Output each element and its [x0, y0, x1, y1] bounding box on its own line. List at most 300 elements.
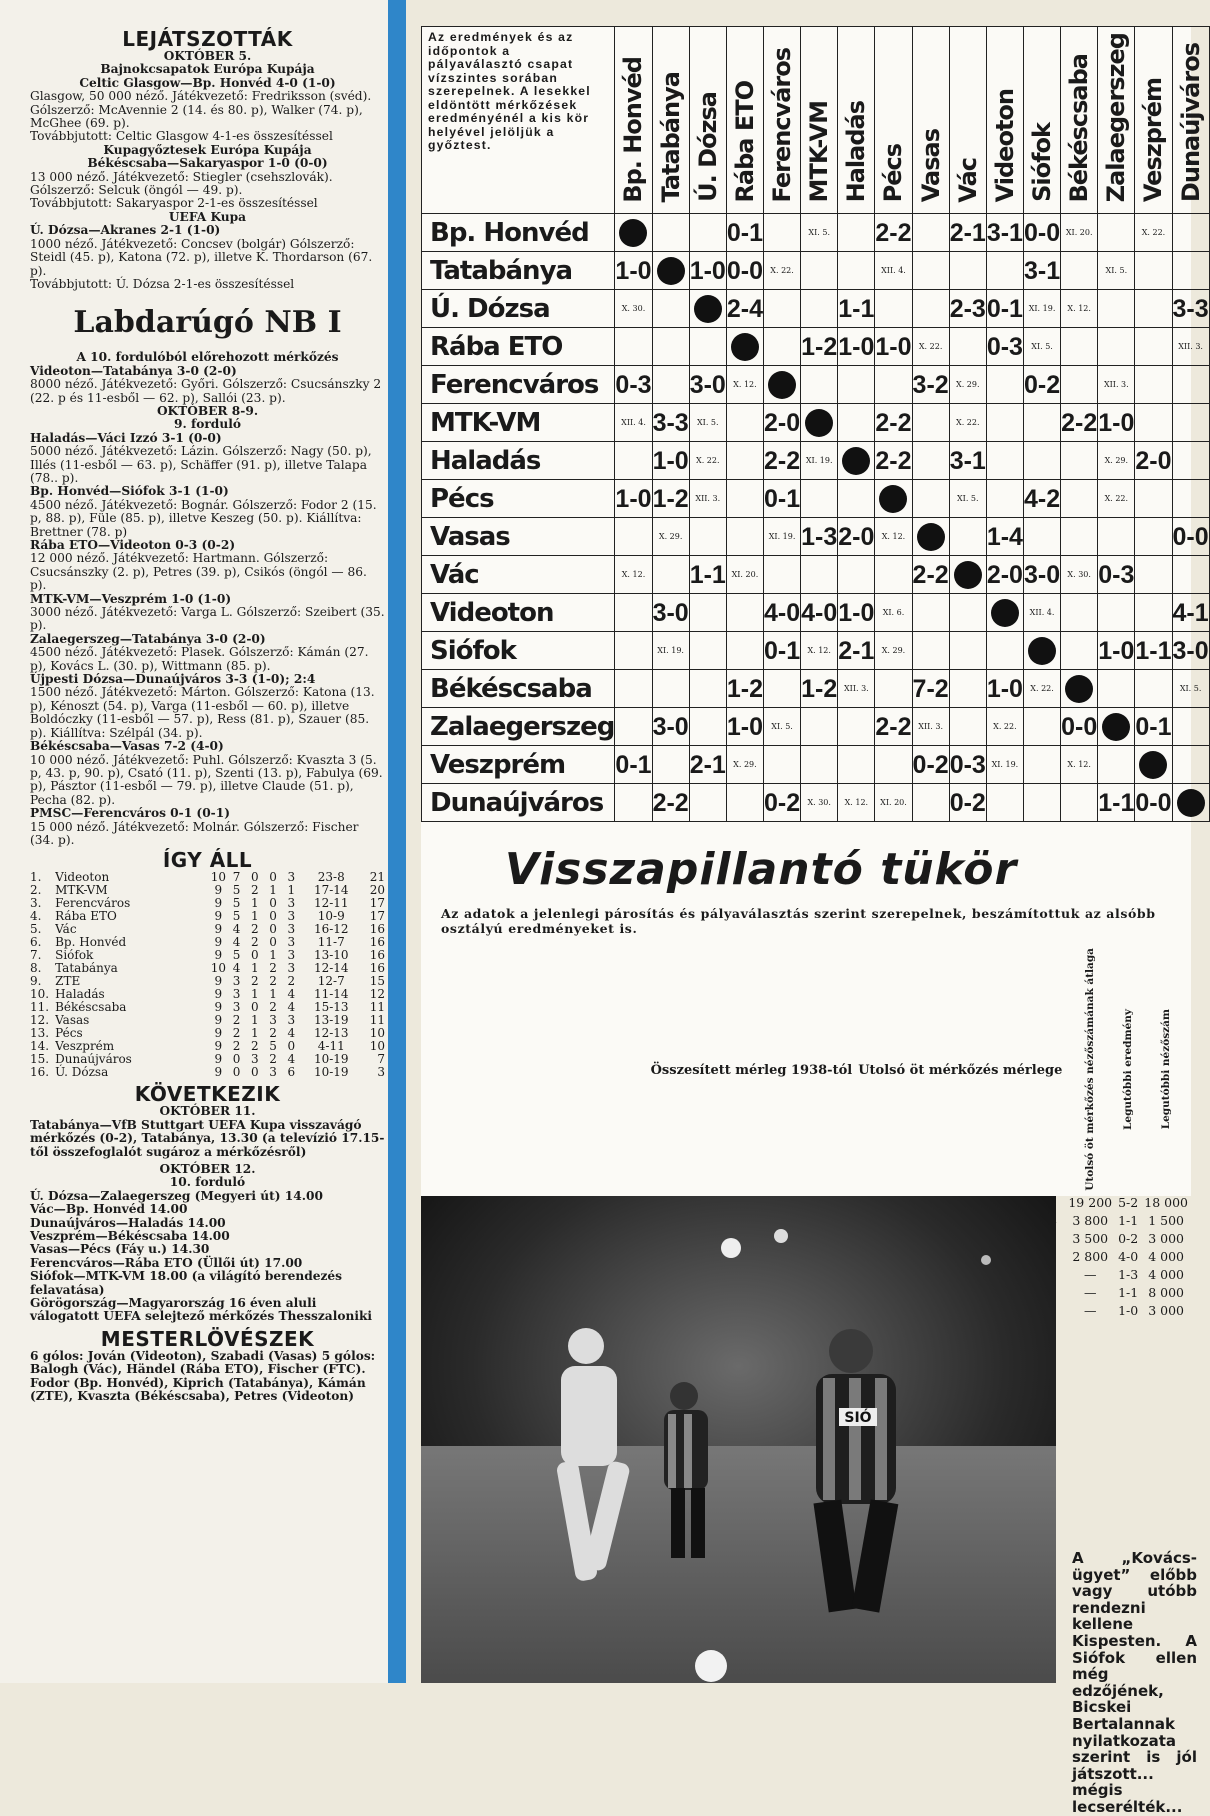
- grid-cell: [1061, 594, 1098, 632]
- grid-column-team: Zalaegerszeg: [1102, 33, 1131, 203]
- match-text: 4500 néző. Játékvezető: Bognár. Gólszerző: Fodor 2 (15. p, 88. p), Füle (85. p), illetve Keszeg (50. p). Kiállítva: Brettner (78. p): [30, 497, 377, 539]
- standings-cell: 11: [369, 1000, 385, 1015]
- grid-cell: 1-4: [986, 518, 1023, 556]
- grid-cell: 1-0: [615, 480, 652, 518]
- grid-diagonal-cell: [1172, 784, 1209, 822]
- grid-cell: 1-2: [801, 328, 838, 366]
- black-disc-icon: [619, 219, 647, 247]
- grid-cell: X. 22.: [1098, 480, 1135, 518]
- standings-cell: 9: [214, 1065, 223, 1080]
- grid-cell: [615, 784, 652, 822]
- scorers-heading: MESTERLÖVÉSZEK: [100, 1326, 315, 1351]
- grid-row-team: Pécs: [422, 480, 615, 518]
- grid-cell: [1098, 214, 1135, 252]
- fixture-line: Veszprém—Békéscsaba 14.00: [30, 1229, 230, 1243]
- grid-cell: [1061, 784, 1098, 822]
- standings-cell: 10: [210, 870, 226, 885]
- grid-column-header: [652, 27, 689, 214]
- grid-cell: [1098, 746, 1135, 784]
- standings-cell: 9: [214, 987, 223, 1002]
- bek-match: Celtic Glasgow—Bp. Honvéd 4-0 (1-0): [79, 75, 336, 90]
- grid-cell: [689, 518, 726, 556]
- round9-label: 9. forduló: [174, 417, 241, 432]
- kek-match: Békéscsaba—Sakaryaspor 1-0 (0-0): [87, 156, 328, 171]
- grid-cell: [652, 214, 689, 252]
- grid-cell: XII. 3.: [1098, 366, 1135, 404]
- grid-column-team: Siófok: [1028, 123, 1057, 203]
- fixture-line: Görögország—Magyarország 16 éven aluli válogatott UEFA selejtező mérkőzés Thesszaloniki: [30, 1296, 373, 1324]
- grid-cell: [986, 404, 1023, 442]
- grid-column-team: Pécs: [879, 143, 908, 203]
- standings-cell: 9: [214, 948, 223, 963]
- fixture-line: Vác—Bp. Honvéd 14.00: [30, 1202, 188, 1217]
- igy-all-heading: ÍGY ÁLL: [162, 848, 253, 873]
- standings-cell: 11.: [30, 1000, 50, 1015]
- grid-cell: 1-0: [1098, 632, 1135, 670]
- grid-row: [422, 556, 1210, 594]
- mirror-title: Visszapillantó tükör: [504, 844, 1018, 895]
- grid-cell: [838, 480, 875, 518]
- grid-column-team: Vasas: [916, 129, 945, 203]
- standings-cell: 12.: [30, 1013, 50, 1028]
- next-oct12-list: [30, 1190, 385, 1324]
- standings-cell: 2: [232, 1039, 241, 1054]
- grid-diagonal-cell: [615, 214, 652, 252]
- grid-cell: X. 30.: [801, 784, 838, 822]
- grid-cell: [1098, 290, 1135, 328]
- grid-diagonal-cell: [801, 404, 838, 442]
- standings-cell: 15.: [30, 1052, 50, 1067]
- grid-cell: 1-0: [652, 442, 689, 480]
- mirror-header-total: Összesített mérleg 1938-tól: [650, 1063, 853, 1079]
- grid-row: [422, 252, 1210, 290]
- grid-cell: [689, 708, 726, 746]
- grid-cell: 3-2: [912, 366, 949, 404]
- grid-cell: [1023, 404, 1060, 442]
- grid-cell: [1061, 328, 1098, 366]
- grid-cell: 3-0: [689, 366, 726, 404]
- grid-cell: XI. 6.: [875, 594, 912, 632]
- standings-cell: 2: [269, 1026, 277, 1041]
- grid-cell: 2-0: [986, 556, 1023, 594]
- grid-cell: [912, 594, 949, 632]
- standings-cell: 4: [287, 1026, 296, 1041]
- grid-column-team: Dunaújváros: [1176, 43, 1205, 203]
- grid-row-team: Videoton: [422, 594, 615, 632]
- grid-column-team: MTK-VM: [805, 100, 834, 203]
- grid-cell: [1172, 404, 1209, 442]
- standings-cell: 3: [232, 1000, 241, 1015]
- mirror-intro: Az adatok a jelenlegi párosítás és pályaválasztás szerint szerepelnek, beszámítottuk az alsóbb osztályú eredményeket is.: [441, 906, 1156, 936]
- black-disc-icon: [991, 599, 1019, 627]
- grid-cell: X. 12.: [1061, 290, 1098, 328]
- photo-caption: A „Kovács-ügyet” előbb vagy utóbb rendezni kellene Kispesten. A Siófok ellen még edzőjének, Bicskei Bertalannak nyilatkozata szerint is jól játszott... mégis lecserélték...: [1072, 1549, 1197, 1816]
- grid-cell: [1023, 784, 1060, 822]
- grid-diagonal-cell: [1098, 708, 1135, 746]
- standings-cell: 0: [232, 1052, 241, 1067]
- grid-cell: XI. 19.: [986, 746, 1023, 784]
- standings-cell: 2: [232, 1026, 241, 1041]
- standings-cell: 23-8: [317, 870, 345, 885]
- match-title: Újpesti Dózsa—Dunaújváros 3-3 (1-0); 2:4: [30, 672, 316, 687]
- grid-column-team: Ú. Dózsa: [693, 92, 722, 203]
- grid-cell: [689, 632, 726, 670]
- standings-cell: 1: [251, 1026, 259, 1041]
- grid-cell: 2-2: [875, 708, 912, 746]
- grid-cell: 1-0: [689, 252, 726, 290]
- standings-cell: 10: [369, 1026, 385, 1041]
- grid-cell: [1135, 290, 1172, 328]
- grid-cell: [1061, 442, 1098, 480]
- grid-row: [422, 366, 1210, 404]
- grid-cell: 7-2: [912, 670, 949, 708]
- mirror-cell: 4 000: [1148, 1249, 1185, 1265]
- grid-cell: [1135, 480, 1172, 518]
- grid-cell: XII. 3.: [838, 670, 875, 708]
- standings-cell: 14.: [30, 1039, 50, 1054]
- grid-row-team: Siófok: [422, 632, 615, 670]
- grid-row: [422, 404, 1210, 442]
- grid-cell: [1098, 670, 1135, 708]
- standings-cell: 10-9: [317, 909, 345, 924]
- grid-cell: [838, 746, 875, 784]
- grid-cell: [949, 594, 986, 632]
- grid-cell: [949, 632, 986, 670]
- standings-cell: 4.: [30, 909, 42, 924]
- grid-diagonal-cell: [912, 518, 949, 556]
- grid-cell: 2-0: [1135, 442, 1172, 480]
- match-title: Rába ETO—Videoton 0-3 (0-2): [30, 538, 236, 552]
- black-disc-icon: [917, 523, 945, 551]
- standings-cell: 5: [232, 948, 241, 963]
- grid-column-team: Haladás: [842, 100, 871, 203]
- grid-cell: [1172, 366, 1209, 404]
- kek-text: 13 000 néző. Játékvezető: Stiegler (csehszlovák). Gólszerző: Selcuk (öngól — 49. p).: [30, 169, 333, 198]
- fixture-line: Dunaújváros—Haladás 14.00: [30, 1215, 226, 1230]
- grid-cell: [801, 556, 838, 594]
- grid-cell: [763, 328, 800, 366]
- standings-cell: 2: [251, 922, 259, 937]
- match-text: 5000 néző. Játékvezető: Lázin. Gólszerző: Nagy (50. p), Illés (11-esből — 63. p), Schäffer (91. p), illetve Talapa (78.. p).: [30, 444, 372, 485]
- standings-cell: 4: [287, 1052, 296, 1067]
- grid-cell: [1172, 480, 1209, 518]
- standings-cell: 1: [269, 948, 277, 963]
- grid-column-header: [875, 27, 912, 214]
- grid-cell: [986, 632, 1023, 670]
- grid-column-team: Veszprém: [1139, 78, 1168, 203]
- match-title: MTK-VM—Veszprém 1-0 (1-0): [30, 591, 232, 606]
- grid-cell: 2-2: [763, 442, 800, 480]
- kek-advance: Továbbjutott: Sakaryaspor 2-1-es összesítéssel: [30, 196, 318, 211]
- mirror-cell: 3 800: [1072, 1213, 1109, 1229]
- standings-cell: 15: [369, 974, 385, 989]
- grid-column-team: Videoton: [990, 88, 1019, 203]
- black-disc-icon: [731, 333, 759, 361]
- grid-row-team: Békéscsaba: [422, 670, 615, 708]
- grid-row-team: MTK-VM: [422, 404, 615, 442]
- grid-row: [422, 632, 1210, 670]
- grid-diagonal-cell: [763, 366, 800, 404]
- standings-cell: 4-11: [317, 1039, 345, 1054]
- grid-cell: XI. 19.: [1023, 290, 1060, 328]
- grid-cell: [838, 556, 875, 594]
- grid-cell: [1061, 632, 1098, 670]
- grid-cell: X. 12.: [726, 366, 763, 404]
- standings-cell: 9: [214, 1013, 223, 1028]
- standings-cell: 9: [214, 1000, 223, 1015]
- standings-cell: 15-13: [313, 1000, 349, 1015]
- standings-cell: 1: [251, 896, 259, 911]
- grid-cell: 0-0: [1023, 214, 1060, 252]
- standings-cell: 0: [251, 1065, 259, 1080]
- standings-cell: 16: [369, 922, 385, 937]
- standings-cell: 3: [287, 870, 296, 885]
- standings-cell: 9: [214, 1039, 223, 1054]
- mirror-cell: 4-0: [1118, 1249, 1139, 1265]
- standings-cell: 7: [377, 1052, 385, 1067]
- grid-cell: 1-2: [652, 480, 689, 518]
- grid-cell: [652, 366, 689, 404]
- mirror-cell: 5-2: [1118, 1195, 1139, 1211]
- grid-cell: XI. 5.: [1098, 252, 1135, 290]
- grid-cell: 0-2: [1023, 366, 1060, 404]
- grid-cell: 1-0: [615, 252, 652, 290]
- grid-cell: [1135, 404, 1172, 442]
- grid-cell: 1-1: [1135, 632, 1172, 670]
- standings-cell: 2: [269, 961, 277, 976]
- standings-cell: 9: [214, 883, 223, 898]
- grid-cell: 0-3: [986, 328, 1023, 366]
- grid-row: [422, 708, 1210, 746]
- black-disc-icon: [1028, 637, 1056, 665]
- grid-cell: [838, 404, 875, 442]
- grid-column-header: [615, 27, 652, 214]
- standings-cell: 1: [251, 909, 259, 924]
- grid-cell: XI. 19.: [763, 518, 800, 556]
- grid-cell: [652, 670, 689, 708]
- standings-cell: 5: [232, 909, 241, 924]
- uefa-match: Ú. Dózsa—Akranes 2-1 (1-0): [30, 223, 221, 238]
- standings-cell: 16: [369, 935, 385, 950]
- grid-cell: X. 30.: [1061, 556, 1098, 594]
- oct5-date: OKTÓBER 5.: [163, 49, 252, 63]
- standings-team: Veszprém: [55, 1039, 115, 1054]
- grid-column-team: Tatabánya: [656, 71, 685, 203]
- grid-cell: [838, 214, 875, 252]
- standings-cell: 10: [369, 1039, 385, 1054]
- standings-cell: 3: [377, 1065, 385, 1080]
- grid-cell: 2-2: [912, 556, 949, 594]
- match-photo-image: [421, 1196, 1056, 1683]
- standings-team: MTK-VM: [55, 883, 108, 898]
- grid-cell: [838, 252, 875, 290]
- grid-cell: 3-0: [1172, 632, 1209, 670]
- grid-row: [422, 594, 1210, 632]
- grid-cell: 1-2: [726, 670, 763, 708]
- grid-cell: [1135, 594, 1172, 632]
- standings-cell: 9: [214, 935, 223, 950]
- scorers-text: 6 gólos: Jován (Videoton), Szabadi (Vasas) 5 gólos: Balogh (Vác), Händel (Rába ETO), Fischer (FTC). Fodor (Bp. Honvéd), Kiprich (Tatabánya), Kámán (ZTE), Kvaszta (Békéscsaba), Petres (Videoton): [30, 1348, 376, 1404]
- standings-cell: 16: [369, 948, 385, 963]
- grid-cell: 0-1: [986, 290, 1023, 328]
- grid-cell: 0-3: [615, 366, 652, 404]
- grid-cell: 3-1: [1023, 252, 1060, 290]
- standings-cell: 0: [269, 909, 277, 924]
- standings-cell: 5: [269, 1039, 277, 1054]
- black-disc-icon: [1065, 675, 1093, 703]
- next-heading: KÖVETKEZIK: [134, 1082, 281, 1107]
- standings-cell: 10-19: [313, 1065, 349, 1080]
- grid-cell: 0-2: [912, 746, 949, 784]
- grid-row-team: Ú. Dózsa: [422, 290, 615, 328]
- standings-cell: 9: [214, 1052, 223, 1067]
- standings-row: [30, 1066, 385, 1079]
- grid-cell: [986, 252, 1023, 290]
- standings-cell: 9: [214, 922, 223, 937]
- played-heading: LEJÁTSZOTTÁK: [122, 27, 293, 51]
- grid-column-header: [763, 27, 800, 214]
- grid-cell: [912, 442, 949, 480]
- grid-cell: 0-0: [726, 252, 763, 290]
- grid-cell: XI. 5.: [689, 404, 726, 442]
- grid-cell: 0-0: [1061, 708, 1098, 746]
- mirror-cell: 3 000: [1148, 1231, 1185, 1247]
- standings-cell: 3: [269, 1065, 277, 1080]
- grid-cell: 2-2: [875, 404, 912, 442]
- grid-row: [422, 480, 1210, 518]
- grid-cell: [912, 290, 949, 328]
- standings-cell: 1: [269, 883, 277, 898]
- grid-cell: [986, 784, 1023, 822]
- uefa-title: UEFA Kupa: [168, 209, 247, 224]
- oct89-date: OKTÓBER 8-9.: [156, 403, 259, 418]
- mirror-cell: 1-1: [1118, 1285, 1139, 1301]
- standings-team: Rába ETO: [55, 909, 117, 924]
- standings-cell: 3.: [30, 896, 42, 911]
- grid-cell: [1061, 518, 1098, 556]
- standings-cell: 4: [287, 987, 296, 1002]
- grid-cell: 1-1: [689, 556, 726, 594]
- standings-cell: 3: [232, 987, 241, 1002]
- standings-cell: 17: [369, 909, 385, 924]
- grid-cell: 2-1: [949, 214, 986, 252]
- grid-row-team: Bp. Honvéd: [422, 214, 615, 252]
- standings-cell: 3: [287, 1013, 296, 1028]
- grid-cell: 1-0: [875, 328, 912, 366]
- grid-cell: [1172, 442, 1209, 480]
- grid-cell: X. 22.: [1135, 214, 1172, 252]
- standings-cell: 8.: [30, 961, 42, 976]
- grid-column-header: [949, 27, 986, 214]
- standings-cell: 0: [251, 948, 259, 963]
- grid-cell: XI. 5.: [1172, 670, 1209, 708]
- grid-cell: [912, 784, 949, 822]
- grid-cell: [1135, 328, 1172, 366]
- grid-cell: [912, 480, 949, 518]
- standings-team: Pécs: [55, 1026, 83, 1041]
- match-photo: [421, 1196, 1056, 1683]
- standings-cell: 1: [251, 1013, 259, 1028]
- grid-intro-cell: [422, 27, 615, 214]
- grid-cell: [615, 632, 652, 670]
- early-text: 8000 néző. Játékvezető: Győri. Gólszerző: Csucsánszky 2 (22. p és 11-esből — 62. p), Sallói (23. p).: [30, 377, 382, 405]
- standings-team: Tatabánya: [55, 961, 118, 976]
- grid-row-team: Zalaegerszeg: [422, 708, 615, 746]
- grid-cell: 0-1: [615, 746, 652, 784]
- grid-diagonal-cell: [726, 328, 763, 366]
- standings-cell: 16-12: [313, 922, 349, 937]
- grid-cell: [689, 594, 726, 632]
- grid-cell: X. 12.: [801, 632, 838, 670]
- grid-column-header: [1098, 27, 1135, 214]
- grid-cell: [986, 366, 1023, 404]
- grid-cell: [1172, 556, 1209, 594]
- match-title: Bp. Honvéd—Siófok 3-1 (1-0): [30, 484, 229, 499]
- early-match: Videoton—Tatabánya 3-0 (2-0): [30, 363, 237, 378]
- grid-cell: X. 22.: [949, 404, 986, 442]
- black-disc-icon: [768, 371, 796, 399]
- standings-cell: 5: [232, 883, 241, 898]
- match-title: Békéscsaba—Vasas 7-2 (4-0): [30, 739, 224, 754]
- grid-cell: [1135, 670, 1172, 708]
- standings-cell: 4: [232, 961, 241, 976]
- standings-cell: 10: [210, 961, 226, 976]
- grid-cell: 4-0: [801, 594, 838, 632]
- grid-diagonal-cell: [652, 252, 689, 290]
- grid-cell: [726, 404, 763, 442]
- grid-cell: [1172, 746, 1209, 784]
- grid-cell: 1-0: [1098, 404, 1135, 442]
- standings-cell: 1: [251, 961, 259, 976]
- grid-cell: [801, 252, 838, 290]
- grid-cell: X. 22.: [1023, 670, 1060, 708]
- bek-title: Bajnokcsapatok Európa Kupája: [100, 62, 315, 77]
- match-title: Zalaegerszeg—Tatabánya 3-0 (2-0): [30, 631, 266, 646]
- standings-cell: 2: [269, 974, 277, 989]
- standings-team: Dunaújváros: [55, 1052, 132, 1067]
- grid-cell: X. 22.: [763, 252, 800, 290]
- grid-cell: X. 29.: [1098, 442, 1135, 480]
- black-disc-icon: [954, 561, 982, 589]
- grid-cell: [838, 366, 875, 404]
- grid-column-header: [689, 27, 726, 214]
- grid-cell: [689, 784, 726, 822]
- grid-cell: X. 12.: [838, 784, 875, 822]
- standings-cell: 13-19: [313, 1013, 349, 1028]
- bek-text: Glasgow, 50 000 néző. Játékvezető: Fredriksson (svéd). Gólszerző: McAvennie 2 (14. és 80. p), Walker (74. p), McGhee (69. p).: [30, 89, 372, 131]
- standings-cell: 12-13: [313, 1026, 349, 1041]
- results-cross-table: [421, 26, 1209, 826]
- bek-advance: Továbbjutott: Celtic Glasgow 4-1-es összesítéssel: [30, 129, 333, 144]
- standings-cell: 3: [232, 974, 241, 989]
- grid-cell: [615, 670, 652, 708]
- standings-cell: 6.: [30, 935, 42, 950]
- grid-cell: [652, 328, 689, 366]
- match-text: 4500 néző. Játékvezető: Plasek. Gólszerző: Kámán (27. p), Kovács L. (30. p), Wittmann (85. p).: [30, 645, 369, 673]
- grid-diagonal-cell: [1061, 670, 1098, 708]
- kek-title: Kupagyőztesek Európa Kupája: [103, 142, 312, 157]
- grid-cell: 0-1: [763, 480, 800, 518]
- match-reports: [30, 432, 385, 848]
- oct11-date: OKTÓBER 11.: [159, 1104, 256, 1119]
- mirror-cell: 2 800: [1072, 1249, 1109, 1265]
- grid-cell: 3-0: [652, 594, 689, 632]
- black-disc-icon: [694, 295, 722, 323]
- grid-cell: [875, 290, 912, 328]
- grid-cell: XI. 5.: [801, 214, 838, 252]
- standings-cell: 9: [214, 896, 223, 911]
- uefa-advance: Továbbjutott: Ú. Dózsa 2-1-es összesítéssel: [30, 276, 295, 291]
